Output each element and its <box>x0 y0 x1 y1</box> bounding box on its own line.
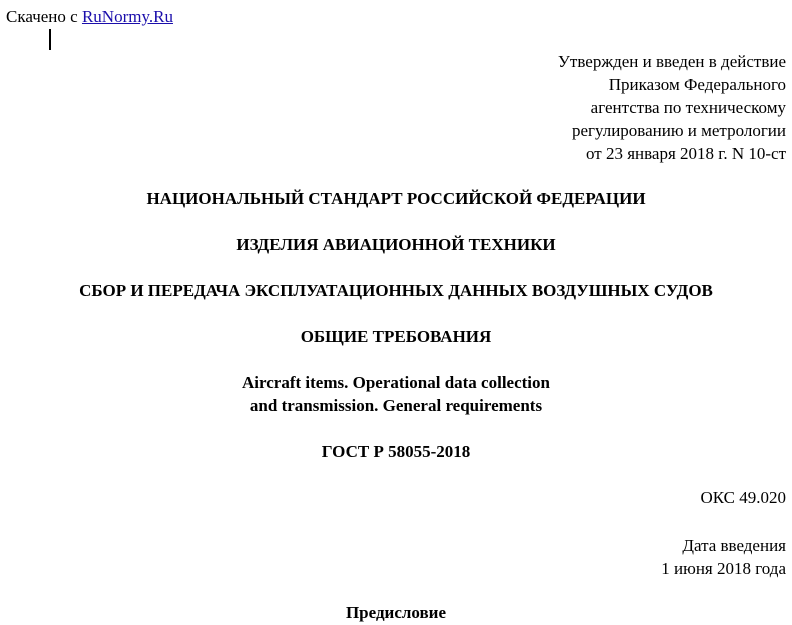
text-cursor <box>49 29 51 50</box>
standard-title-3: ОБЩИЕ ТРЕБОВАНИЯ <box>300 327 492 346</box>
approval-line-4: регулированию и метрологии <box>571 121 786 140</box>
approval-line-5: от 23 января 2018 г. N 10-ст <box>585 144 786 163</box>
standard-title-2: СБОР И ПЕРЕДАЧА ЭКСПЛУАТАЦИОННЫХ ДАННЫХ ВОЗДУШНЫХ СУДОВ <box>79 281 713 300</box>
download-prefix: Скачено с <box>6 7 82 26</box>
download-source <box>6 6 173 28</box>
intro-date-value: 1 июня 2018 года <box>661 559 786 578</box>
intro-date-label: Дата введения <box>682 536 786 555</box>
approval-line-2: Приказом Федерального <box>608 75 786 94</box>
english-title-1: Aircraft items. Operational data collection <box>242 373 550 392</box>
approval-line-1: Утвержден и введен в действие <box>557 52 786 71</box>
standard-title-1: ИЗДЕЛИЯ АВИАЦИОННОЙ ТЕХНИКИ <box>236 235 556 254</box>
oks-code: ОКС 49.020 <box>700 488 786 507</box>
standard-type: НАЦИОНАЛЬНЫЙ СТАНДАРТ РОССИЙСКОЙ ФЕДЕРАЦИИ <box>146 189 646 208</box>
standard-code: ГОСТ Р 58055-2018 <box>321 442 471 461</box>
english-title-2: and transmission. General requirements <box>249 396 543 415</box>
section-heading: Предисловие <box>345 603 447 622</box>
approval-line-3: агентства по техническому <box>590 98 786 117</box>
runormy-link[interactable]: RuNormy.Ru <box>81 7 173 26</box>
